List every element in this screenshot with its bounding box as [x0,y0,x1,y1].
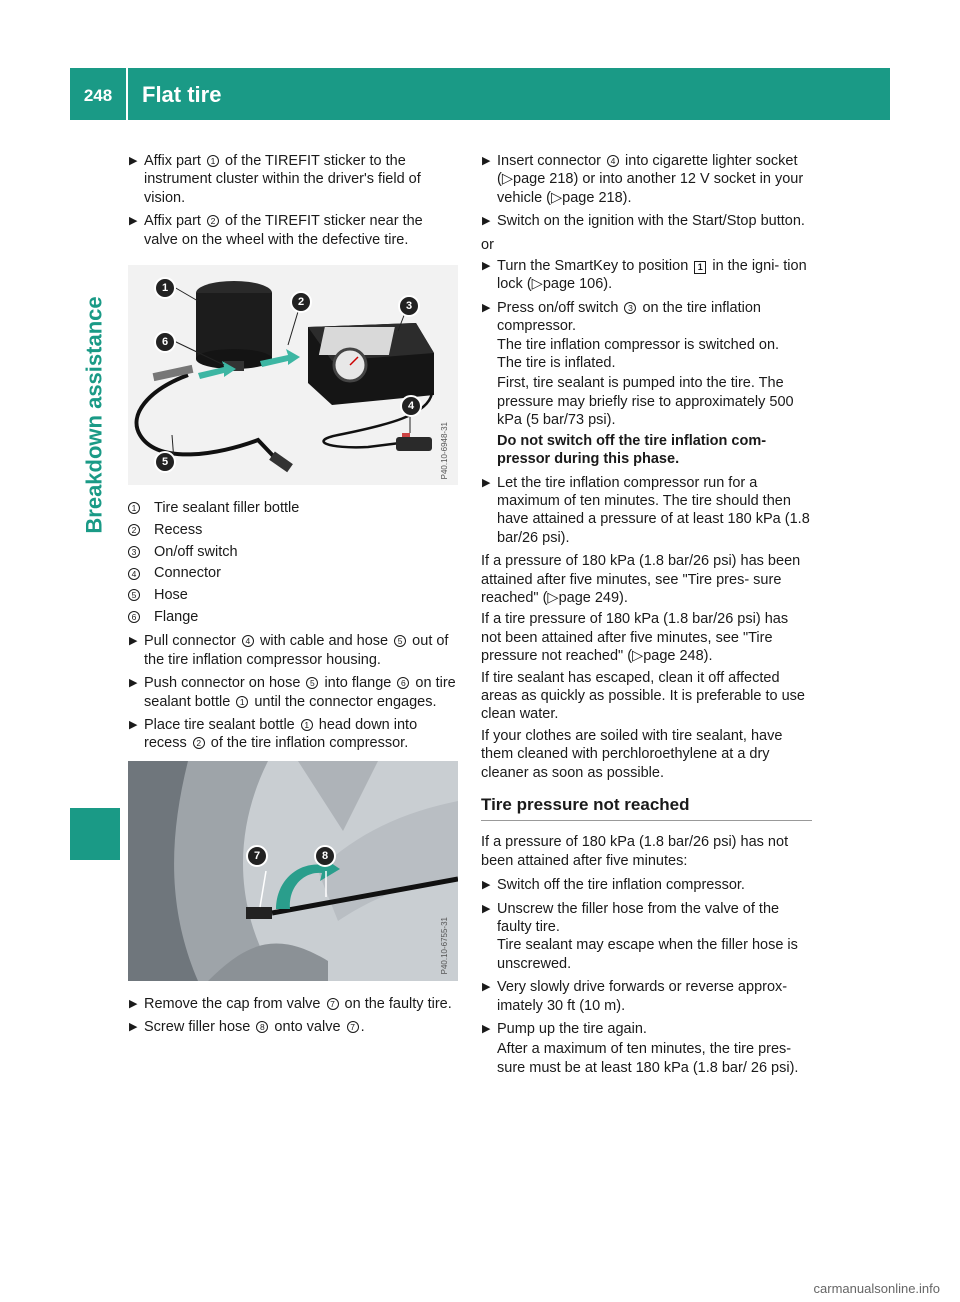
step-note: Tire sealant may escape when the filler hose is unscrewed. [497,937,798,972]
page-reference-link[interactable]: page 106). [542,276,613,293]
legend-item [128,586,460,604]
paragraph: If a tire pressure of 180 kPa (1.8 bar/26 psi) has not been attained after five minutes, see "Tire pressure not reached" (▷page 248). [481,611,789,665]
callout-5: 5 [154,451,176,473]
page-ref-arrow-icon: ▷ [632,648,644,665]
callout-number: 1 [301,719,313,731]
figure-legend [128,499,460,626]
callout-number: 5 [306,677,318,689]
callout-number: 2 [207,215,219,227]
instruction-step: ▶ Affix part 1 of the TIREFIT sticker to the instrument cluster within the driver's field of vision. [129,153,421,206]
callout-number: 4 [607,155,619,167]
page-reference-link[interactable]: page 218). [562,189,632,206]
callout-1: 1 [154,277,176,299]
step-arrow-icon: ▶ [482,879,491,892]
figure-code: P40.10-6755-31 [439,917,449,975]
instruction-step: ▶ Unscrew the filler hose from the valve of the faulty tire. Tire sealant may escape when the filler hose is unscrewed. [481,900,812,974]
instruction-step: ▶ Pump up the tire again. After a maximum of ten minutes, the tire pres- sure must be at least 180 kPa (1.8 bar/ 26 psi). [481,1020,812,1077]
callout-number: 3 [128,546,140,558]
instruction-step: ▶ Affix part 2 of the TIREFIT sticker near the valve on the wheel with the defective tire. [129,213,423,248]
instruction-step: ▶ Let the tire inflation compressor run for a maximum of ten minutes. The tire should then have attained a pressure of at least 180 kPa (1.8 bar/26 psi). [482,474,810,546]
instruction-step: ▶ Pull connector 4 with cable and hose 5 out of the tire inflation compressor housing. [129,633,449,668]
legend-item [128,564,460,582]
step-arrow-icon: ▶ [129,155,138,167]
legend-item [128,499,460,517]
section-heading: Tire pressure not reached [481,796,812,821]
callout-number: 5 [128,589,140,601]
step-arrow-icon: ▶ [482,1023,491,1036]
legend-label: Tire sealant filler bottle [154,500,300,517]
side-section-tab [70,120,120,710]
watermark: carmanualsonline.info [813,1281,940,1296]
legend-item [128,608,460,626]
step-result: The tire inflation compressor is switched on. [497,336,780,353]
step-arrow-icon: ▶ [129,677,138,690]
step-warning: Do not switch off the tire inflation com- pressor during this phase. [497,432,767,468]
paragraph: If tire sealant has escaped, clean it off affected areas as quickly as possible. It is preferable to use clean water. [481,669,805,723]
callout-number: 8 [256,1021,268,1033]
page-ref-arrow-icon: ▷ [531,276,543,293]
key-position-icon: 1 [694,261,706,274]
step-arrow-icon: ▶ [129,719,138,732]
step-arrow-icon: ▶ [482,476,491,489]
instruction-step: ▶ Switch on the ignition with the Start/Stop button. [482,213,805,230]
side-section-label: Breakdown assistance [82,296,108,534]
valve-illustration [128,761,458,981]
instruction-step: ▶ Push connector on hose 5 into flange 6 on tire sealant bottle 1 until the connector engages. [129,675,456,710]
instruction-step: ▶ Very slowly drive forwards or reverse approx- imately 30 ft (10 m). [482,979,788,1014]
page-reference-link[interactable]: page 218) or into another 12 V socket in your vehicle ( [497,171,804,206]
step-arrow-icon: ▶ [482,981,491,994]
legend-item [128,543,460,561]
step-note: After a maximum of ten minutes, the tire pres- sure must be at least 180 kPa (1.8 bar/ 26 psi). [497,1041,799,1076]
left-column [128,152,460,1042]
or-separator: or [481,236,494,253]
callout-number: 5 [394,635,406,647]
step-note: First, tire sealant is pumped into the tire. The pressure may briefly rise to approximately 500 kPa (5 bar/73 psi). [497,375,794,429]
paragraph: If your clothes are soiled with tire sealant, have them cleaned with perchloroethylene at a dry cleaner as soon as possible. [481,727,783,781]
step-arrow-icon: ▶ [129,997,138,1010]
callout-4: 4 [400,395,422,417]
legend-label: Flange [154,609,199,626]
tirefit-kit-illustration [128,265,458,485]
instruction-step: ▶ Screw filler hose 8 onto valve 7 . [129,1019,365,1036]
callout-number: 1 [207,155,219,167]
step-arrow-icon: ▶ [482,155,491,167]
instruction-step: ▶ Insert connector 4 into cigarette lighter socket (▷page 218) or into another 12 V socket in your vehicle (▷page 218). [482,153,804,206]
page-ref-arrow-icon: ▷ [501,171,513,188]
side-thumb-marker [70,808,120,860]
callout-7: 7 [246,845,268,867]
legend-label: Hose [154,587,188,604]
figure-code: P40.10-6948-31 [439,421,449,480]
legend-item [128,521,460,539]
step-arrow-icon: ▶ [482,260,491,273]
page-header [70,68,890,120]
page-number: 248 [83,86,113,105]
legend-label: On/off switch [154,543,238,560]
valve-drawing [128,761,458,981]
instruction-step: ▶ Turn the SmartKey to position 1 in the igni- tion lock (▷page 106). [482,258,807,293]
callout-3: 3 [398,295,420,317]
instruction-step: ▶ Place tire sealant bottle 1 head down into recess 2 of the tire inflation compressor. [129,717,418,752]
paragraph: If a pressure of 180 kPa (1.8 bar/26 psi) has not been attained after five minutes: [481,834,789,869]
callout-number: 6 [397,677,409,689]
legend-label: Connector [154,565,221,582]
step-arrow-icon: ▶ [129,635,138,648]
step-result: The tire is inflated. [497,355,616,372]
callout-number: 4 [242,635,254,647]
callout-2: 2 [290,291,312,313]
callout-8: 8 [314,845,336,867]
callout-number: 7 [327,998,339,1010]
instruction-step: ▶ Switch off the tire inflation compressor. [482,877,745,894]
callout-6: 6 [154,331,176,353]
callout-number: 6 [128,611,140,623]
step-arrow-icon: ▶ [482,301,491,314]
step-arrow-icon: ▶ [482,902,491,915]
callout-number: 1 [236,696,248,708]
right-column [481,152,812,1082]
callout-number: 1 [128,502,140,514]
page-reference-link[interactable]: page 249). [558,589,628,606]
page-reference-link[interactable]: page 248). [643,648,713,665]
step-arrow-icon: ▶ [129,1021,138,1034]
callout-number: 4 [128,568,140,580]
paragraph: If a pressure of 180 kPa (1.8 bar/26 psi) has been attained after five minutes, see "Tire pres- sure reached" (▷page 249). [481,553,801,606]
legend-label: Recess [154,521,203,538]
callout-number: 2 [193,737,205,749]
callout-number: 7 [347,1021,359,1033]
step-arrow-icon: ▶ [129,215,138,228]
page-title: Flat tire [142,82,222,107]
instruction-step: ▶ Press on/off switch 3 on the tire inflation compressor. The tire inflation compressor is switched on. The tire is inflated. First, tire sealant is pumped into the tire. The pressure may briefly rise to approximately 500 kPa (5 bar/73 psi). Do not switch off the tire inflation com- pressor during this phase. [481,299,812,469]
step-arrow-icon: ▶ [482,215,491,228]
page-ref-arrow-icon: ▷ [547,589,559,606]
page-ref-arrow-icon: ▷ [551,189,563,206]
callout-number: 2 [128,524,140,536]
callout-number: 3 [624,302,636,314]
instruction-step: ▶ Remove the cap from valve 7 on the faulty tire. [129,995,452,1012]
